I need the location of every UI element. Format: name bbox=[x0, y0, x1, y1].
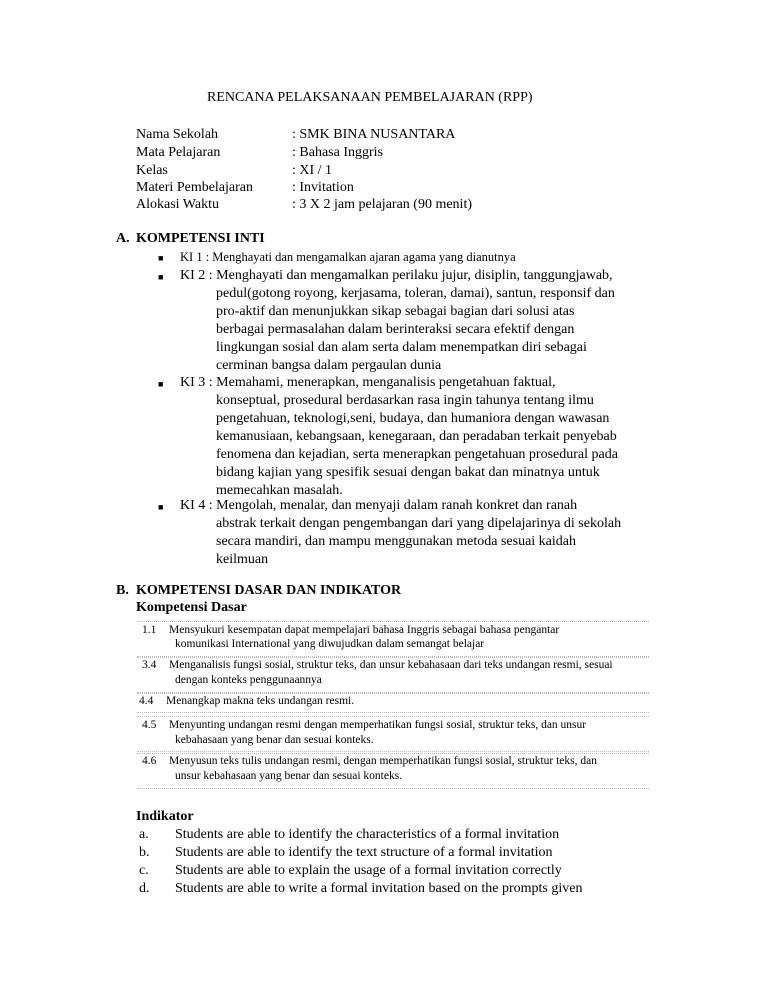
ki3-line: memecahkan masalah. bbox=[216, 483, 343, 498]
meta-row bbox=[136, 197, 472, 213]
meta-row bbox=[136, 145, 383, 161]
kd-number: 1.1 bbox=[142, 624, 157, 636]
indicator-letter: c. bbox=[139, 863, 149, 878]
section-title: KOMPETENSI DASAR DAN INDIKATOR bbox=[136, 583, 402, 598]
ki4-line: KI 4 : Mengolah, menalar, dan menyaji dalam ranah konkret dan ranah bbox=[180, 498, 578, 513]
indicator-text: Students are able to identify the text structure of a formal invitation bbox=[175, 845, 553, 860]
kd-number: 4.4 bbox=[139, 695, 154, 707]
section-letter: A. bbox=[116, 231, 130, 246]
indicator-item bbox=[139, 845, 553, 861]
indicator-item bbox=[139, 863, 562, 879]
kd-text: Mensyukuri kesempatan dapat mempelajari bahasa Inggris sebagai bahasa pengantar bbox=[169, 624, 560, 636]
indicator-heading: Indikator bbox=[136, 809, 194, 824]
meta-value: : SMK BINA NUSANTARA bbox=[292, 127, 456, 142]
section-a-heading bbox=[116, 231, 265, 247]
kd-text: dengan konteks penggunaannya bbox=[175, 674, 322, 686]
kd-text: Menyunting undangan resmi dengan memperhatikan fungsi sosial, struktur teks, dan unsur bbox=[169, 719, 587, 731]
meta-row bbox=[136, 163, 332, 179]
meta-key: Materi Pembelajaran bbox=[136, 180, 254, 195]
section-title: KOMPETENSI INTI bbox=[136, 231, 265, 246]
indicator-text: Students are able to write a formal invitation based on the prompts given bbox=[175, 881, 583, 896]
ki4-line: secara mandiri, dan mampu menggunakan metoda sesuai kaidah bbox=[216, 534, 576, 549]
meta-value: : 3 X 2 jam pelajaran (90 menit) bbox=[292, 197, 472, 212]
bullet-icon: ■ bbox=[158, 253, 164, 263]
indicator-letter: d. bbox=[139, 881, 150, 896]
indicator-text: Students are able to identify the characteristics of a formal invitation bbox=[175, 827, 560, 842]
section-b-heading bbox=[116, 583, 401, 599]
meta-value: : XI / 1 bbox=[292, 163, 333, 178]
indicator-letter: a. bbox=[139, 827, 149, 842]
ki1-text: KI 1 : Menghayati dan mengamalkan ajaran agama yang dianutnya bbox=[180, 250, 516, 264]
meta-value: : Invitation bbox=[292, 180, 354, 195]
bullet-icon: ■ bbox=[158, 272, 164, 282]
ki2-line: cerminan bangsa dalam pergaulan dunia bbox=[216, 358, 442, 373]
kd-number: 4.5 bbox=[142, 719, 157, 731]
ki3-line: bidang kajian yang spesifik sesuai dengan bakat dan minatnya untuk bbox=[216, 465, 600, 480]
meta-row bbox=[136, 180, 354, 196]
ki2-line: pro-aktif dan menunjukkan sikap sebagai bagian dari solusi atas bbox=[216, 304, 575, 319]
meta-value: : Bahasa Inggris bbox=[292, 145, 383, 160]
meta-key: Kelas bbox=[136, 163, 168, 178]
ki3-line: konseptual, prosedural berdasarkan rasa ingin tahunya tentang ilmu bbox=[216, 393, 594, 408]
kd-text: komunikasi International yang diwujudkan dalam semangat belajar bbox=[175, 638, 485, 650]
kd-text: Menyusun teks tulis undangan resmi, dengan memperhatikan fungsi sosial, struktur teks, dan bbox=[169, 755, 597, 767]
indicator-item bbox=[139, 827, 559, 843]
kd-heading: Kompetensi Dasar bbox=[136, 600, 247, 615]
indicator-item bbox=[139, 881, 582, 897]
ki2-line: berbagai permasalahan dalam berinteraksi secara efektif dengan bbox=[216, 322, 575, 337]
section-letter: B. bbox=[116, 583, 129, 598]
ki3-line: pengetahuan, teknologi,seni, budaya, dan humaniora dengan wawasan bbox=[216, 411, 610, 426]
ki2-line: pedul(gotong royong, kerjasama, toleran, damai), santun, responsif dan bbox=[216, 286, 615, 301]
kd-text: Menganalisis fungsi sosial, struktur teks, dan unsur kebahasaan dari teks undangan resmi, sesuai bbox=[169, 659, 613, 671]
ki3-line: fenomena dan kejadian, serta menerapkan pengetahuan prosedural pada bbox=[216, 447, 618, 462]
bullet-icon: ■ bbox=[158, 379, 164, 389]
kd-text: kebahasaan yang benar dan sesuai konteks. bbox=[175, 734, 374, 746]
ki2-line: KI 2 : Menghayati dan mengamalkan perilaku jujur, disiplin, tanggungjawab, bbox=[180, 268, 613, 283]
document-title: RENCANA PELAKSANAAN PEMBELAJARAN (RPP) bbox=[207, 90, 533, 105]
kd-number: 4.6 bbox=[142, 755, 157, 767]
kd-text: Menangkap makna teks undangan resmi. bbox=[166, 695, 355, 707]
ki4-line: abstrak terkait dengan pengembangan dari yang dipelajarinya di sekolah bbox=[216, 516, 622, 531]
ki2-line: lingkungan sosial dan alam serta dalam menempatkan diri sebagai bbox=[216, 340, 587, 355]
meta-key: Nama Sekolah bbox=[136, 127, 219, 142]
ki3-line: KI 3 : Memahami, menerapkan, menganalisis pengetahuan faktual, bbox=[180, 375, 556, 390]
bullet-icon: ■ bbox=[158, 502, 164, 512]
indicator-letter: b. bbox=[139, 845, 150, 860]
meta-key: Mata Pelajaran bbox=[136, 145, 221, 160]
meta-row bbox=[136, 127, 455, 143]
kd-text: unsur kebahasaan yang benar dan sesuai konteks. bbox=[175, 770, 403, 782]
ki4-line: keilmuan bbox=[216, 552, 269, 567]
kd-number: 3.4 bbox=[142, 659, 157, 671]
ki3-line: kemanusiaan, kebangsaan, kenegaraan, dan peradaban terkait penyebab bbox=[216, 429, 617, 444]
meta-key: Alokasi Waktu bbox=[136, 197, 219, 212]
indicator-text: Students are able to explain the usage of a formal invitation correctly bbox=[175, 863, 562, 878]
